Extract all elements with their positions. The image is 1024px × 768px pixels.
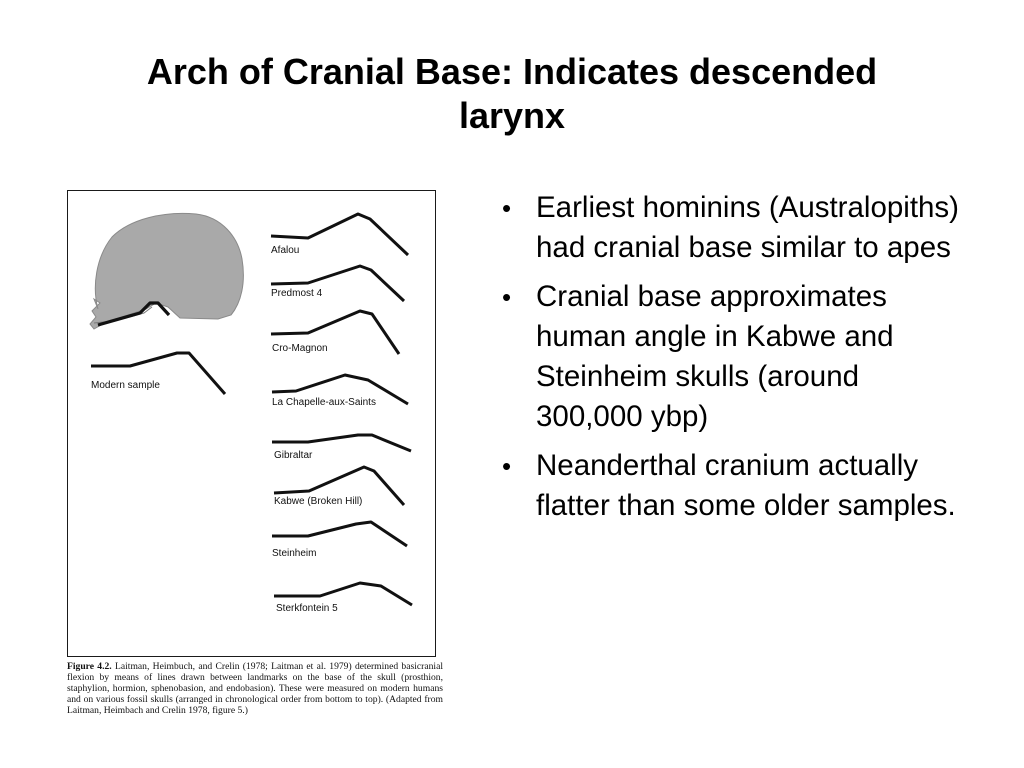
- bullet-text: Cranial base approximates human angle in Kabwe and Steinheim skulls (around 300,000 ybp): [536, 280, 894, 433]
- bullet-list: [498, 188, 968, 535]
- flexion-line-gibraltar: [272, 435, 411, 451]
- figure-panel: [67, 190, 436, 657]
- flexion-line-sterkfontein-5: [274, 583, 412, 605]
- slide-title-line-1: Arch of Cranial Base: Indicates descended: [146, 51, 878, 92]
- bullet-item: [498, 446, 968, 526]
- label-afalou: Afalou: [271, 245, 300, 256]
- bullet-marker: •: [502, 451, 512, 481]
- bullet-item: [498, 188, 968, 268]
- bullet-item: [498, 277, 968, 437]
- label-sterkfontein-5: Sterkfontein 5: [276, 603, 338, 614]
- bullet-text: Earliest hominins (Australopiths) had cranial base similar to apes: [536, 191, 959, 264]
- bullet-marker: •: [502, 282, 512, 312]
- label-kabwe: Kabwe (Broken Hill): [274, 496, 363, 507]
- label-predmost-4: Predmost 4: [271, 288, 323, 299]
- label-steinheim: Steinheim: [272, 548, 317, 559]
- figure-caption-label: Figure 4.2.: [67, 661, 112, 672]
- slide-title-line-2: larynx: [458, 95, 566, 136]
- figure-caption: [67, 661, 443, 716]
- bullet-text: Neanderthal cranium actually flatter than some older samples.: [536, 449, 956, 522]
- label-gibraltar: Gibraltar: [274, 450, 313, 461]
- basicranial-flexion-diagram: [68, 191, 437, 658]
- label-modern-sample: Modern sample: [91, 380, 160, 391]
- skull-illustration: [90, 213, 243, 329]
- bullet-marker: •: [502, 193, 512, 223]
- figure-caption-text: Laitman, Heimbuch, and Crelin (1978; Laitman et al. 1979) determined basicranial flexion by means of lines drawn between landmarks on the base of the skull (prosthion, staphylion, hormion, sphenobasion, and endobasion). These were measured on modern humans and on various fossil skulls (arranged in chronological order from bottom to top). (Adapted from Laitman, Heimbach and Crelin 1978, figure 5.): [67, 661, 443, 716]
- slide-title: [60, 50, 964, 138]
- label-la-chapelle: La Chapelle-aux-Saints: [272, 397, 376, 408]
- label-cro-magnon: Cro-Magnon: [272, 343, 328, 354]
- flexion-line-steinheim: [272, 522, 407, 546]
